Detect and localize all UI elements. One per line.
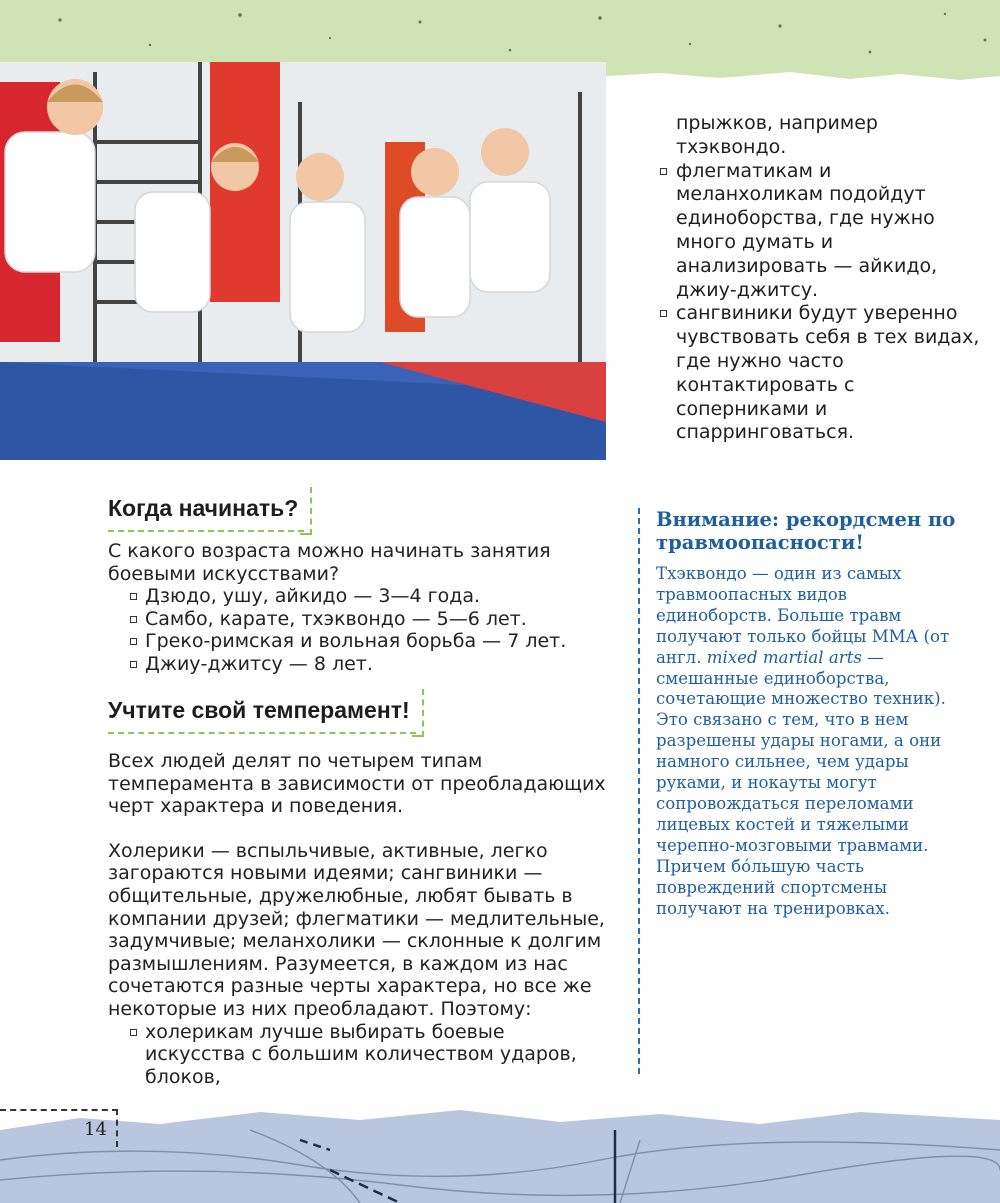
temperament-paragraph-1: Всех людей делят по четырем типам темперамента в зависимости от преобладающих черт характера и поведения.	[108, 750, 606, 818]
bullet-sanguine: сангвиники будут уверенно чувствовать себя в тех видах, где нужно часто контактировать с соперниками и спарринговаться.	[660, 302, 980, 445]
kids-martial-arts-photo	[0, 62, 606, 460]
heading-dashed-underline	[108, 732, 416, 734]
attention-title: Внимание: рекордсмен по травмоопасности!	[656, 508, 956, 554]
heading-temperament: Учтите свой темперамент!	[108, 695, 416, 728]
list-item: Греко-римская и вольная борьба — 7 лет.	[130, 630, 608, 653]
bullet-square-icon	[130, 638, 137, 645]
section-when-intro: С какого возраста можно начинать занятия боевыми искусствами?	[108, 540, 551, 585]
bullet-square-icon	[130, 593, 137, 600]
list-item: Дзюдо, ушу, айкидо — 3—4 года.	[130, 585, 608, 608]
section-when-body	[108, 540, 608, 676]
heading-dashed-underline	[108, 530, 304, 532]
right-column-text	[660, 112, 980, 445]
heading-dashed-bracket	[412, 689, 424, 737]
bullet-square-icon	[130, 1029, 137, 1036]
section-temperament-body	[108, 750, 608, 1088]
bullet-square-icon	[660, 168, 667, 175]
list-item: Самбо, карате, тхэквондо — 5—6 лет.	[130, 608, 608, 631]
age-list	[108, 585, 608, 675]
bottom-decorative-band	[0, 1090, 1000, 1203]
bullet-square-icon	[130, 616, 137, 623]
temperament-list	[108, 1021, 608, 1089]
page-number: 14	[84, 1119, 107, 1140]
bullet-square-icon	[660, 310, 667, 317]
list-item: холерикам лучше выбирать боевые искусства с большим количеством ударов, блоков,	[130, 1021, 608, 1089]
attention-sidebar-box	[638, 508, 956, 1074]
heading-dashed-bracket	[300, 487, 312, 535]
continuation-text: прыжков, например тхэквондо.	[676, 112, 878, 158]
bullet-phlegmatic: флегматикам и меланхоликам подойдут единоборства, где нужно много думать и анализировать — айкидо, джиу-джитсу.	[660, 160, 980, 303]
temperament-paragraph-2: Холерики — вспыльчивые, активные, легко загораются новыми идеями; сангвиники — общительные, дружелюбные, любят бывать в компании друзей; флегматики — медлительные, задумчивые; меланхолики — склонные к долгим размышлениям. Разумеется, в каждом из нас сочетаются разные черты характера, но все же некоторые из них преобладают. Поэтому:	[108, 839, 605, 1020]
bullet-square-icon	[130, 661, 137, 668]
list-item: Джиу-джитсу — 8 лет.	[130, 653, 608, 676]
attention-text: Тхэквондо — один из самых травмоопасных видов единоборств. Больше травм получают только бойцы ММА (от англ. mixed martial arts — смешанные единоборства, сочетающие множество техник). Это связано с тем, что в нем разрешены удары ногами, а они намного сильнее, чем удары руками, и нокауты могут сопровождаться переломами лицевых костей и тяжелыми черепно-мозговыми травмами. Причем бо́льшую часть повреждений спортсмены получают на тренировках.	[656, 564, 950, 918]
heading-when-to-start: Когда начинать?	[108, 493, 304, 526]
